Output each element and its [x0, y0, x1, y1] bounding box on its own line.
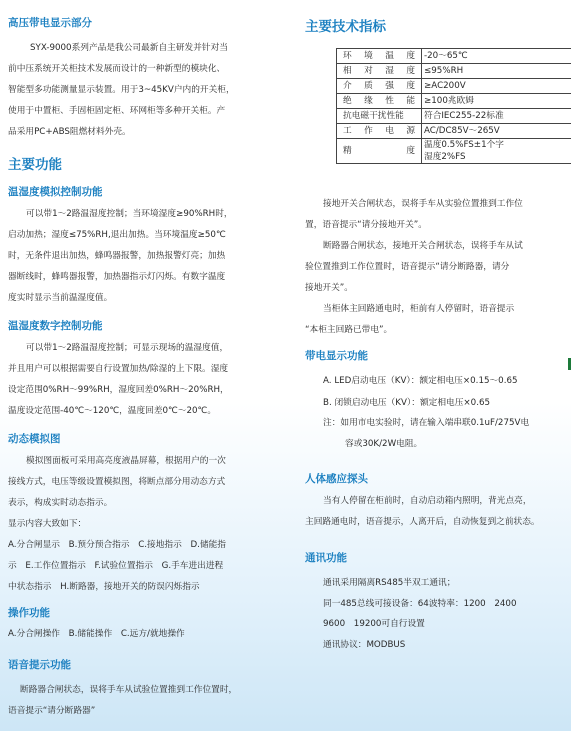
- charged-heading: 带电显示功能: [305, 350, 368, 362]
- dynamic-heading: 动态模拟图: [8, 433, 61, 445]
- dynamic-line: 中状态指示 H.断路器，接地开关的防误闪烁指示: [8, 582, 200, 592]
- spec-key: 相对湿度: [337, 64, 422, 79]
- sensor-line: 主回路通电时，语音提示，人离开后，自动恢复到之前状态。: [305, 517, 540, 527]
- spec-value: ≥100兆欧姆: [422, 94, 571, 109]
- spec-value: AC/DC85V～265V: [422, 124, 571, 139]
- spec-key: 绝缘性能: [337, 94, 422, 109]
- dynamic-line: 示 E.工作位置指示 F.试验位置指示 G.手车进出进程: [8, 561, 224, 571]
- charged-line: B. 闭锁启动电压（KV）：额定相电压×0.65: [323, 398, 491, 408]
- operation-line: A.分合闸操作 B.储能操作 C.远方/就地操作: [8, 629, 185, 639]
- intro-line: 前中压系统开关柜技术发展而设计的一种新型的模块化、: [8, 64, 226, 74]
- analog-line: 器断线时，蜂鸣器报警，加热器指示灯闪烁。有数字温度: [8, 272, 226, 282]
- dynamic-line: 接线方式，电压等级设置模拟图，将断点部分用动态方式: [8, 477, 226, 487]
- intro-line: 使用于中置柜、手固柜固定柜、环网柜等多种开关柜。产: [8, 106, 226, 116]
- spec-key: 抗电磁干扰性能: [337, 109, 422, 124]
- spec-row: [337, 94, 571, 109]
- comm-line: 9600 19200可自行设置: [323, 619, 425, 629]
- spec-key: 精 度: [337, 139, 422, 164]
- analog-line: 时，无条件退出加热，蜂鸣器报警，加热报警灯亮；加热: [8, 251, 226, 261]
- spec-row: [337, 109, 571, 124]
- sensor-heading: 人体感应探头: [305, 473, 368, 485]
- spec-value: -20～65℃: [422, 49, 571, 64]
- ground-line: 当柜体主回路通电时，柜前有人停留时，语音提示: [323, 304, 515, 314]
- sensor-line: 当有人停留在柜前时，自动启动箱内照明，背光点亮，: [323, 496, 532, 506]
- tech-heading: 主要技术指标: [305, 19, 386, 35]
- comm-line: 通讯采用隔离RS485半双工通讯；: [323, 578, 456, 588]
- spec-value: 符合IEC255-22标准: [422, 109, 571, 124]
- charged-line: A. LED启动电压（KV）：额定相电压×0.15～0.65: [323, 376, 518, 386]
- spec-key: 工作电源: [337, 124, 422, 139]
- ground-line: 接地开关合闸状态，误将手车从实验位置推到工作位: [323, 199, 523, 209]
- spec-value: ≤95%RH: [422, 64, 571, 79]
- charged-line: 容或30K/2W电阻。: [345, 439, 423, 449]
- ground-line: “本柜主回路已带电”。: [305, 325, 393, 335]
- digital-line: 温度设定范围-40℃～120℃，温度回差0℃～20℃。: [8, 406, 217, 416]
- ground-line: 验位置推到工作位置时，语音提示“请分断路器，请分: [305, 262, 510, 272]
- intro-line: 品采用PC+ABS阻燃材料外壳。: [8, 127, 131, 137]
- spec-value: ≥AC200V: [422, 79, 571, 94]
- spec-row: [337, 49, 571, 64]
- spec-value: [422, 139, 571, 164]
- operation-heading: 操作功能: [8, 607, 50, 619]
- comm-line: 通讯协议：MODBUS: [323, 640, 406, 650]
- ground-line: 断路器合闸状态，接地开关合闸状态，误将手车从试: [323, 241, 523, 251]
- intro-line: SYX-9000系列产品是我公司最新自主研发并针对当: [30, 43, 228, 53]
- digital-heading: 温湿度数字控制功能: [8, 320, 103, 332]
- voice-line: 语音提示“请分断路器”: [8, 706, 96, 716]
- spec-table: [336, 48, 571, 164]
- ground-line: 置，语音提示“请分接地开关”。: [305, 220, 427, 230]
- ground-line: 接地开关”。: [305, 283, 353, 293]
- dynamic-line: 模拟图面板可采用高亮度液晶屏幕，根据用户的一次: [26, 456, 226, 466]
- dynamic-line: 显示内容大致如下：: [8, 519, 87, 529]
- digital-line: 设定范围0%RH～99%RH，湿度回差0%RH～20%RH，: [8, 385, 229, 395]
- spec-value-line: 湿度2%FS: [424, 152, 466, 162]
- spec-key: 介质强度: [337, 79, 422, 94]
- spec-row: [337, 124, 571, 139]
- digital-line: 可以带1～2路温湿度控制；可显示现场的温湿度值，: [26, 343, 229, 353]
- comm-line: 同一485总线可接设备：64波特率：1200 2400: [323, 599, 517, 609]
- analog-heading: 温湿度模拟控制功能: [8, 186, 103, 198]
- functions-heading: 主要功能: [8, 157, 62, 173]
- spec-key: 环境温度: [337, 49, 422, 64]
- analog-line: 度实时显示当前温湿度值。: [8, 293, 113, 303]
- spec-row: [337, 139, 571, 164]
- spec-value-line: 温度0.5%FS±1个字: [424, 140, 504, 150]
- dynamic-line: 表示，构成实时动态指示。: [8, 498, 113, 508]
- voice-line: 断路器合闸状态，误将手车从试验位置推到工作位置时，: [20, 685, 238, 695]
- dynamic-line: A.分合闸显示 B.预分预合指示 C.接地指示 D.储能指: [8, 540, 226, 550]
- analog-line: 启动加热；湿度≤75%RH,退出加热。当环境温度≥50℃: [8, 230, 226, 240]
- comm-heading: 通讯功能: [305, 552, 347, 564]
- spec-row: [337, 64, 571, 79]
- voice-heading: 语音提示功能: [8, 659, 71, 671]
- intro-heading: 高压带电显示部分: [8, 17, 92, 29]
- intro-line: 智能型多功能测量显示装置。用于3~45KV户内的开关柜，: [8, 85, 235, 95]
- analog-line: 可以带1～2路温湿度控制；当环境湿度≥90%RH时，: [26, 209, 233, 219]
- digital-line: 并且用户可以根据需要自行设置加热/除湿的上下限。湿度: [8, 364, 229, 374]
- charged-line: 注：如用市电实验时，请在输入端串联0.1uF/275V电: [323, 418, 530, 428]
- spec-row: [337, 79, 571, 94]
